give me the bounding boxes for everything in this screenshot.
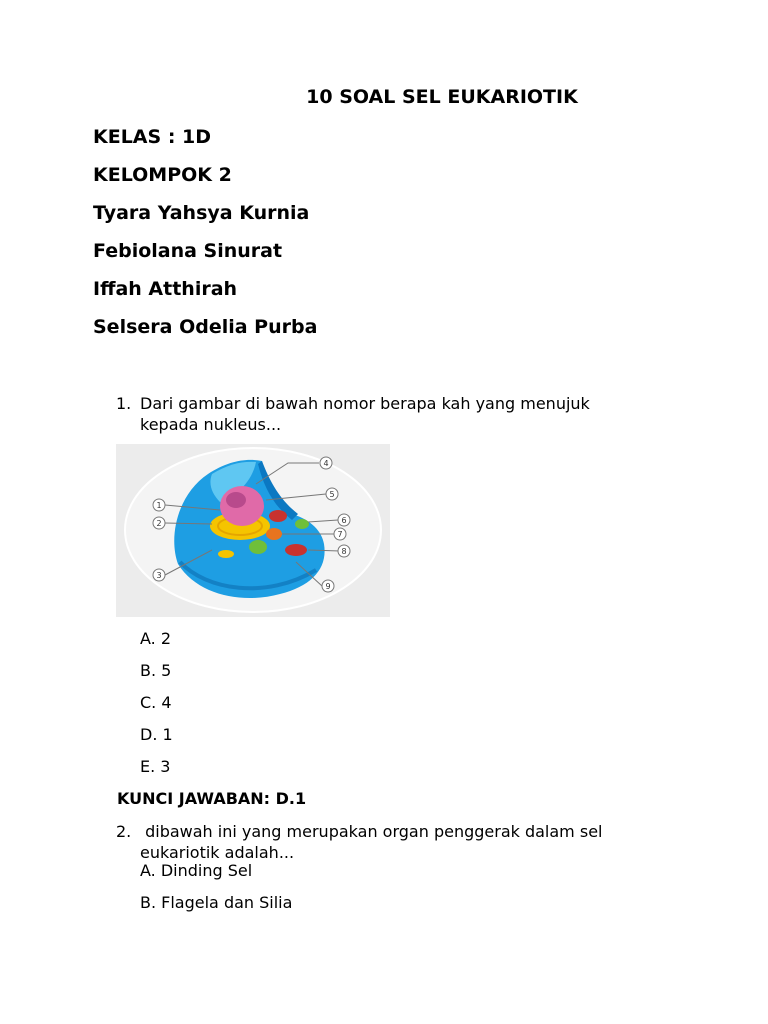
figure-label: 7 [337,530,343,539]
option-b: B. 5 [140,661,172,680]
option-a: A. Dinding Sel [140,861,253,880]
question-number: 2. [116,822,132,841]
class-label: KELAS : 1D [93,126,212,148]
question-text: eukariotik adalah... [140,843,295,862]
question-text: kepada nukleus... [140,415,282,434]
option-b: B. Flagela dan Silia [140,893,293,912]
figure-label: 3 [156,571,162,580]
question-number: 1. [116,394,132,413]
option-e: E. 3 [140,757,171,776]
member-name: Selsera Odelia Purba [93,316,318,338]
question-text: dibawah ini yang merupakan organ penggerak dalam sel [140,822,603,841]
eukaryotic-cell-illustration [116,444,390,617]
figure-label: 1 [156,501,162,510]
member-name: Iffah Atthirah [93,278,238,300]
member-name: Febiolana Sinurat [93,240,283,262]
figure-label: 8 [341,547,347,556]
option-a: A. 2 [140,629,172,648]
option-c: C. 4 [140,693,172,712]
figure-label: 6 [341,516,347,525]
document-title: 10 SOAL SEL EUKARIOTIK [306,86,578,108]
option-d: D. 1 [140,725,173,744]
figure-label: 9 [325,582,331,591]
member-name: Tyara Yahsya Kurnia [93,202,310,224]
figure-label: 4 [323,459,329,468]
figure-label: 2 [156,519,162,528]
cell-diagram [116,444,390,617]
answer-key: KUNCI JAWABAN: D.1 [117,789,307,808]
question-text: Dari gambar di bawah nomor berapa kah yang menujuk [140,394,590,413]
group-label: KELOMPOK 2 [93,164,232,186]
figure-label: 5 [329,490,335,499]
